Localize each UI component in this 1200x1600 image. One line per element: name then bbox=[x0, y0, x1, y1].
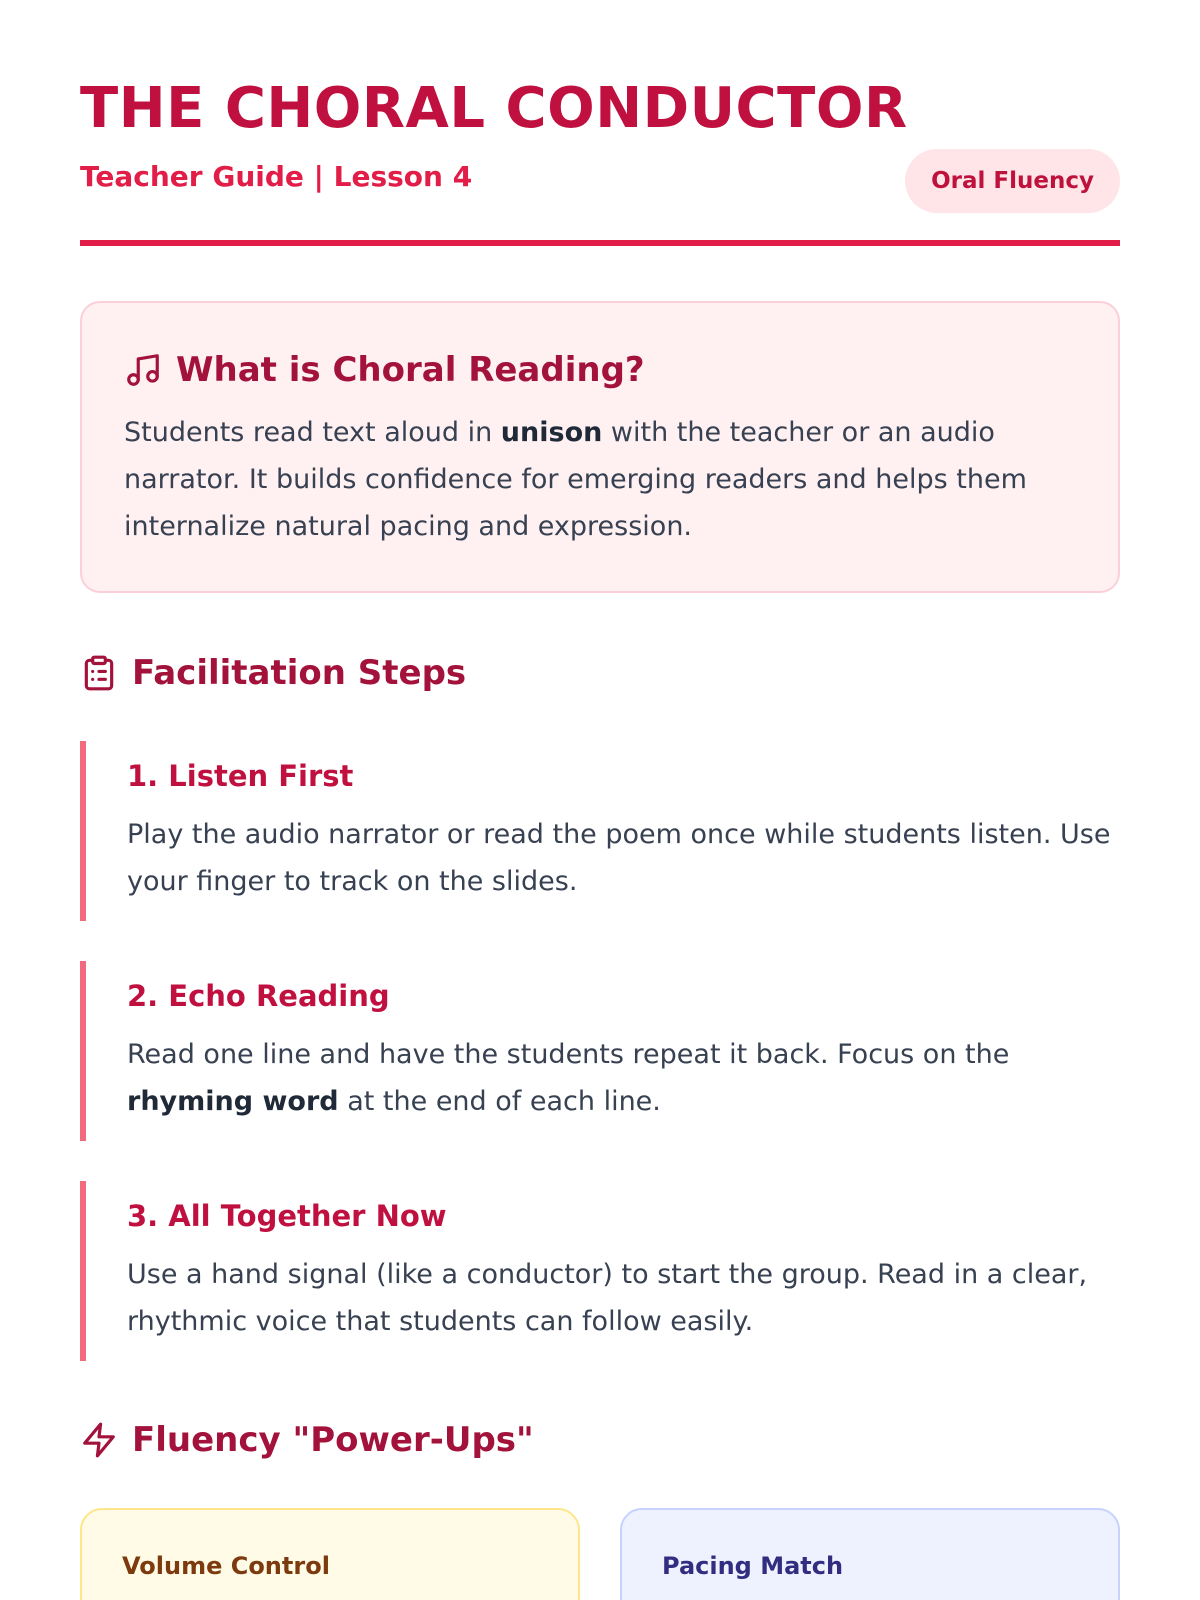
step-text: Use a hand signal (like a conductor) to start the group. Read in a clear, rhythmic voice that students can follow easily. bbox=[127, 1259, 1088, 1337]
music-note-icon bbox=[124, 351, 162, 389]
page-subtitle: Teacher Guide | Lesson 4 bbox=[80, 160, 473, 193]
header-divider bbox=[80, 240, 1120, 246]
step-card bbox=[80, 961, 1120, 1141]
steps-heading-row bbox=[80, 646, 466, 700]
powerups-heading-row bbox=[80, 1413, 534, 1467]
step-title: 3. All Together Now bbox=[127, 1199, 447, 1233]
powerup-card-pacing bbox=[620, 1508, 1120, 1600]
page-title: THE CHORAL CONDUCTOR bbox=[80, 76, 908, 141]
powerup-title: Pacing Match bbox=[662, 1552, 844, 1580]
topic-badge: Oral Fluency bbox=[905, 149, 1120, 213]
steps-heading: Facilitation Steps bbox=[132, 653, 467, 693]
intro-emphasis: unison bbox=[500, 417, 603, 448]
intro-text: Students read text aloud in unison with the teacher or an audio narrator. It builds confidence for emerging readers and helps them internalize natural pacing and expression. bbox=[124, 417, 1027, 542]
powerup-card-volume bbox=[80, 1508, 580, 1600]
step-text: Play the audio narrator or read the poem once while students listen. Use your finger to track on the slides. bbox=[127, 819, 1111, 897]
step-title: 2. Echo Reading bbox=[127, 979, 390, 1013]
step-text: Read one line and have the students repeat it back. Focus on the rhyming word at the end of each line. bbox=[127, 1039, 1010, 1117]
step-title: 1. Listen First bbox=[127, 759, 354, 793]
intro-card bbox=[80, 301, 1120, 593]
intro-heading: What is Choral Reading? bbox=[176, 350, 645, 390]
step-card bbox=[80, 741, 1120, 921]
powerup-title: Volume Control bbox=[122, 1552, 330, 1580]
intro-heading-row bbox=[124, 343, 1076, 397]
step-emphasis: rhyming word bbox=[127, 1086, 339, 1117]
step-card bbox=[80, 1181, 1120, 1361]
clipboard-list-icon bbox=[80, 654, 118, 692]
powerups-heading: Fluency "Power-Ups" bbox=[132, 1420, 534, 1460]
lightning-bolt-icon bbox=[80, 1421, 118, 1459]
